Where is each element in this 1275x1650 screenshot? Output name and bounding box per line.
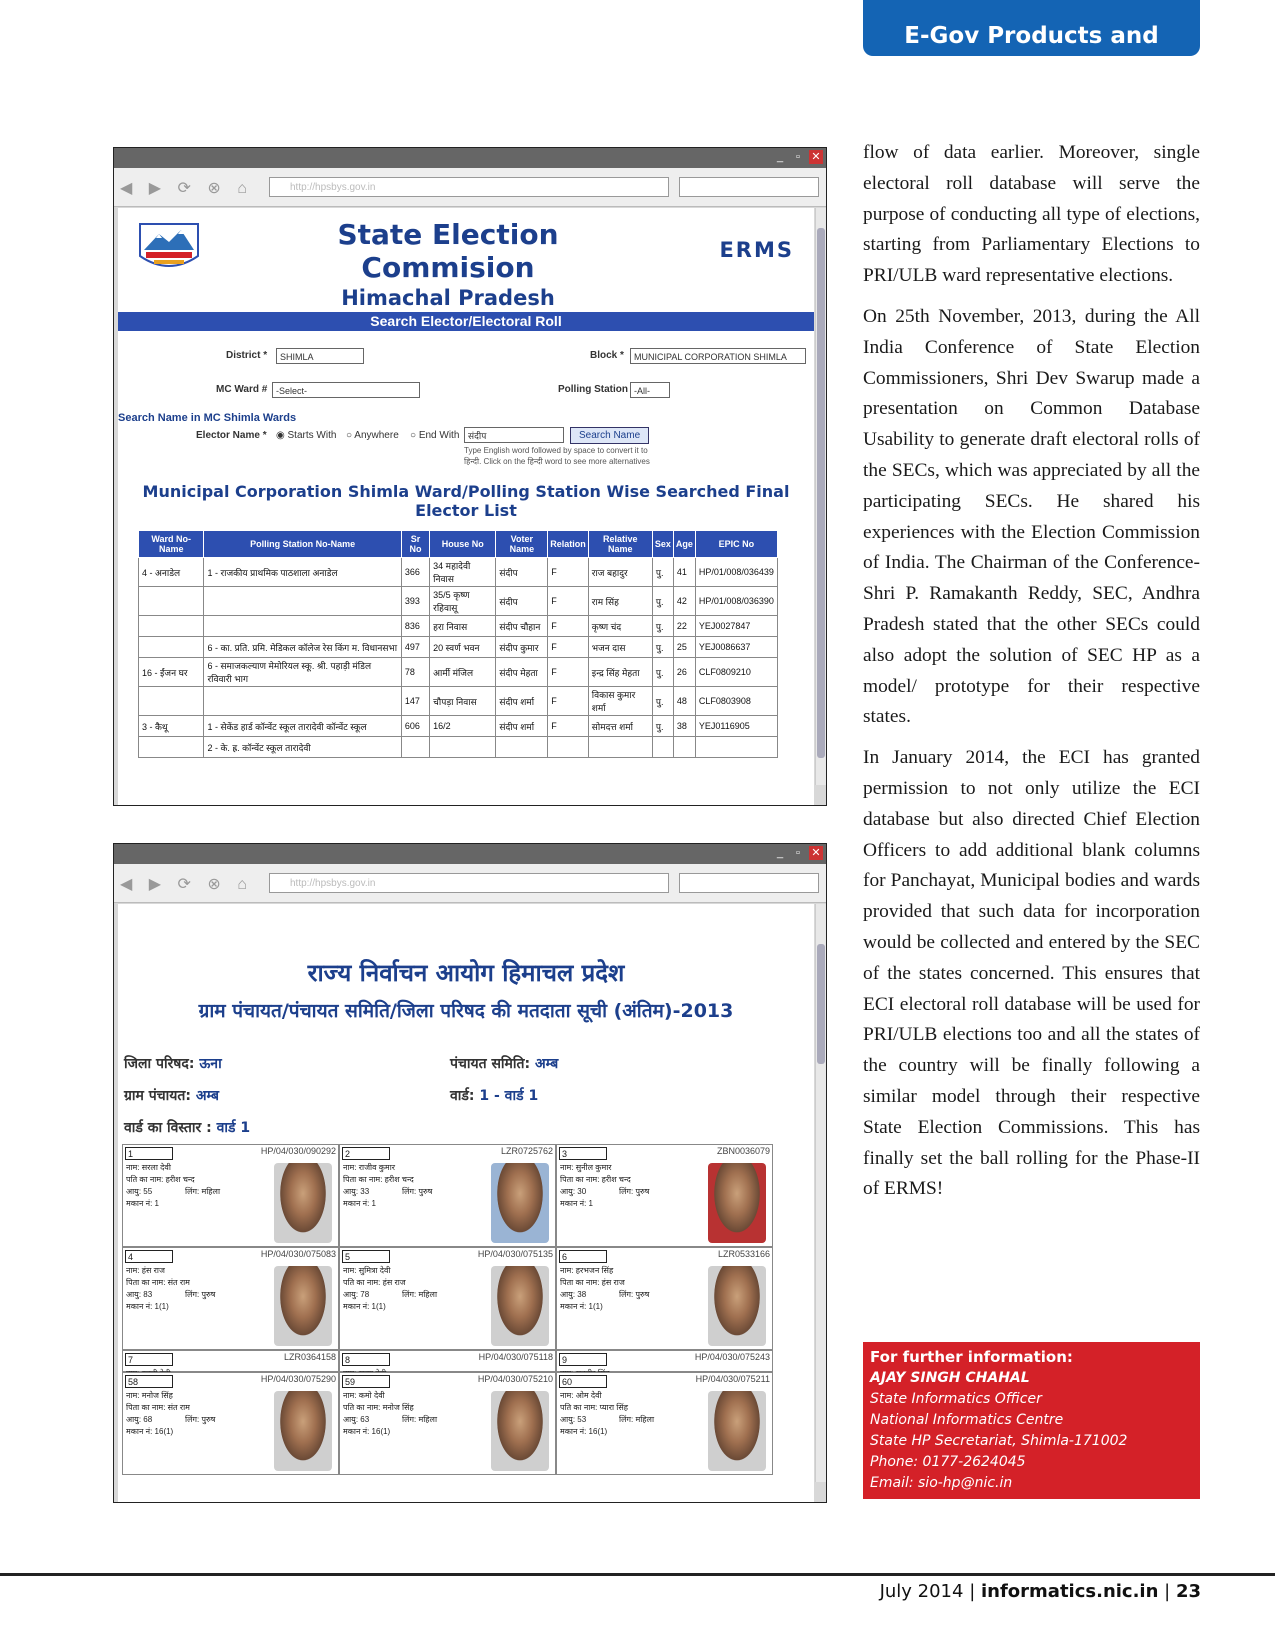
window-titlebar (114, 148, 826, 168)
serial-number: 6 (559, 1250, 607, 1263)
section-tab: E-Gov Products and Services (863, 0, 1200, 56)
radio-anywhere[interactable] (346, 430, 399, 441)
info-address: State HP Secretariat, Shimla-171002 (870, 1433, 1128, 1449)
table-cell (139, 637, 204, 658)
table-cell: इन्द्र सिंह मेहता (588, 658, 652, 687)
table-cell: 366 (401, 558, 429, 587)
footer-sep: | (963, 1581, 981, 1602)
voter-name: नाम: मनोज सिंह (126, 1391, 173, 1400)
column-header: Sr No (401, 531, 429, 558)
column-header: EPIC No (695, 531, 777, 558)
page-title (258, 218, 638, 310)
table-cell: 6 - समाजकल्याण मेमोरियल स्कू. श्री. पहाड़ी मंडिल रविवारी भाग (204, 658, 401, 687)
table-cell (548, 737, 589, 758)
voter-name: नाम: ओम देवी (560, 1391, 602, 1400)
house-number: मकान नं: 16(1) (343, 1427, 391, 1436)
footer-date: July 2014 (879, 1581, 964, 1602)
voter-card (556, 1247, 773, 1350)
panchayat-samiti (450, 1054, 558, 1073)
zila-parishad (124, 1054, 222, 1073)
article-paragraph: In January 2014, the ECI has granted permission to not only utilize the ECI database but also directed Chief Election Officers to add additional blank columns for Panchayat, Municipal bodies and wards provided that such data for incorporation would be collected and entered by the SEC of the states concerned. This ensures that ECI electoral roll database will be used for PRI/ULB elections too and all the states of the country will be finally following a similar model through their respective State Election Commissions. This has finally set the ball rolling for the Phase-II of ERMS! (863, 747, 1200, 1200)
serial-number: 2 (342, 1147, 390, 1160)
info-email[interactable]: Email: sio-hp@nic.in (870, 1475, 1013, 1491)
serial-number: 8 (342, 1353, 390, 1366)
house-number: मकान नं: 1 (343, 1199, 376, 1208)
relative-name: पति का नाम: मनोज सिंह (343, 1403, 414, 1412)
minimize-icon[interactable]: _ (776, 151, 784, 163)
table-cell: CLF0809210 (695, 658, 777, 687)
footer-rule (0, 1573, 1275, 1576)
voter-age: आयु: 53 (560, 1415, 587, 1424)
article-paragraph: On 25th November, 2013, during the All India Conference of State Election Commissioners, Shri Dev Swarup made a presentation on Common Database Usability to generate draft electoral rolls of the SECs, which was appreciated by all the participating SECs. He shared his experiences with the Election Commission of India. The Chairman of the Conference- Shri P. Ramakanth Reddy, SEC, Andhra Pradesh stated that the other SECs could also adopt the solution of SEC HP as a model/ prototype for their respective states. (863, 305, 1200, 728)
table-cell: पु. (652, 587, 673, 616)
table-cell (204, 587, 401, 616)
serial-number: 4 (125, 1250, 173, 1263)
table-cell: संदीप (496, 587, 548, 616)
web-page (118, 208, 814, 805)
voter-photo (708, 1391, 766, 1471)
table-cell: F (548, 716, 589, 737)
table-cell: पु. (652, 558, 673, 587)
voter-sex: लिंग: महिला (402, 1290, 438, 1299)
voter-age: आयु: 83 (126, 1290, 153, 1299)
table-cell (401, 737, 429, 758)
page-number: 23 (1175, 1581, 1201, 1602)
epic-number: HP/04/030/075118 (478, 1352, 553, 1362)
table-cell: 34 महादेवी निवास (430, 558, 496, 587)
table-cell: 497 (401, 637, 429, 658)
table-cell: सोमदत्त शर्मा (588, 716, 652, 737)
table-row (139, 558, 778, 587)
serial-number: 59 (342, 1375, 390, 1388)
nav-icons[interactable]: ◀ ▶ ⟳ ⊗ ⌂ (120, 876, 253, 893)
table-row (139, 658, 778, 687)
scroll-thumb[interactable] (817, 944, 825, 1064)
column-header: Age (673, 531, 695, 558)
table-cell: संदीप चौहान (496, 616, 548, 637)
table-row (139, 737, 778, 758)
radio-starts-with[interactable] (276, 430, 336, 441)
relative-name: पिता का नाम: हरीश चन्द (560, 1175, 631, 1184)
restore-icon[interactable]: ▫ (796, 847, 800, 859)
voter-card (122, 1247, 339, 1350)
search-heading: Search Name in MC Shimla Wards (118, 412, 297, 424)
info-name: AJAY SINGH CHAHAL (870, 1370, 1030, 1386)
table-cell: 26 (673, 658, 695, 687)
vistar-label: वार्ड का विस्तार : (124, 1120, 212, 1136)
screenshot-electoral-roll (113, 843, 827, 1503)
epic-number: HP/04/030/075083 (260, 1249, 336, 1259)
title-line1: State Election Commision (337, 218, 559, 284)
table-cell (695, 737, 777, 758)
radio-anywhere-label: Anywhere (354, 430, 399, 441)
table-cell: 48 (673, 687, 695, 716)
ward-extent (124, 1118, 250, 1137)
table-row (139, 587, 778, 616)
ward (450, 1086, 538, 1105)
voter-sex: लिंग: पुरुष (185, 1415, 216, 1424)
voter-card (122, 1372, 339, 1475)
search-bar-heading: Search Elector/Electoral Roll (118, 312, 814, 331)
table-cell: 35/5 कृष्ण रहिवासू (430, 587, 496, 616)
table-cell: 78 (401, 658, 429, 687)
table-cell: आर्मी मंजिल (430, 658, 496, 687)
house-number: मकान नं: 1 (126, 1199, 159, 1208)
radio-end-with[interactable] (410, 430, 459, 441)
table-cell: चौपड़ा निवास (430, 687, 496, 716)
serial-number: 5 (342, 1250, 390, 1263)
table-cell: F (548, 587, 589, 616)
table-row (139, 637, 778, 658)
voter-age: आयु: 68 (126, 1415, 153, 1424)
relative-name: पति का नाम: हरीश चन्द (126, 1175, 195, 1184)
table-cell: HP/01/008/036439 (695, 558, 777, 587)
table-header-row (139, 531, 778, 558)
column-header: House No (430, 531, 496, 558)
article-paragraph: flow of data earlier. Moreover, single electoral roll database will serve the purpose of conducting all type of elections, starting from Parliamentary Elections to PRI/ULB ward representative elections. (863, 142, 1200, 287)
table-cell: YEJ0027847 (695, 616, 777, 637)
voter-sex: लिंग: पुरुष (402, 1187, 433, 1196)
voter-photo (708, 1266, 766, 1346)
vistar-value: वार्ड 1 (216, 1120, 251, 1136)
table-cell: 42 (673, 587, 695, 616)
zila-value: ऊना (199, 1056, 222, 1072)
ward-select[interactable]: -Select- (272, 382, 420, 398)
epic-number: HP/04/030/075135 (477, 1249, 553, 1259)
elector-table (138, 530, 778, 758)
erms-label: ERMS (719, 238, 794, 262)
table-cell: संदीप शर्मा (496, 687, 548, 716)
scrollbar[interactable] (815, 208, 826, 785)
info-designation: State Informatics Officer (870, 1391, 1042, 1407)
table-cell (588, 737, 652, 758)
epic-number: HP/04/030/075210 (477, 1374, 553, 1384)
house-number: मकान नं: 1(1) (343, 1302, 386, 1311)
serial-number: 7 (125, 1353, 173, 1366)
article-body (863, 138, 1200, 1215)
table-cell: F (548, 616, 589, 637)
scrollbar[interactable] (815, 904, 826, 1482)
voter-sex: लिंग: महिला (185, 1187, 221, 1196)
block-select[interactable]: MUNICIPAL CORPORATION SHIMLA (630, 348, 806, 364)
window-titlebar (114, 844, 826, 864)
voter-age: आयु: 63 (343, 1415, 370, 1424)
radio-end-label: End With (418, 430, 460, 441)
table-cell (652, 737, 673, 758)
voter-photo (274, 1266, 332, 1346)
relative-name: पति का नाम: हंस राज (343, 1278, 406, 1287)
house-number: मकान नं: 16(1) (126, 1427, 174, 1436)
table-cell: 147 (401, 687, 429, 716)
voter-card (556, 1350, 773, 1372)
column-header: Relation (548, 531, 589, 558)
samiti-value: अम्ब (534, 1056, 559, 1072)
table-cell: YEJ0116905 (695, 716, 777, 737)
table-cell: 393 (401, 587, 429, 616)
serial-number: 58 (125, 1375, 173, 1388)
voter-card (339, 1144, 556, 1247)
table-cell: F (548, 558, 589, 587)
page-footer (880, 1581, 1201, 1602)
ward-label: वार्ड: (450, 1088, 475, 1104)
polling-station-label: Polling Station (558, 384, 628, 395)
column-header: Ward No-Name (139, 531, 204, 558)
search-name-button[interactable]: Search Name (570, 427, 649, 444)
table-cell: विकास कुमार शर्मा (588, 687, 652, 716)
voter-card (556, 1372, 773, 1475)
voter-photo (274, 1391, 332, 1471)
hp-emblem-icon (134, 216, 204, 276)
voter-sex: लिंग: महिला (619, 1415, 655, 1424)
voter-age: आयु: 78 (343, 1290, 370, 1299)
column-header: Polling Station No-Name (204, 531, 401, 558)
browser-toolbar (114, 168, 826, 207)
voter-card (556, 1144, 773, 1247)
table-cell (139, 687, 204, 716)
table-cell: संदीप (496, 558, 548, 587)
house-number: मकान नं: 1 (560, 1199, 593, 1208)
table-cell: पु. (652, 616, 673, 637)
table-cell (204, 687, 401, 716)
epic-number: LZR0725762 (500, 1146, 553, 1156)
table-cell: पु. (652, 637, 673, 658)
web-page (118, 904, 814, 1502)
table-cell: 22 (673, 616, 695, 637)
district-select[interactable]: SHIMLA (276, 348, 364, 364)
voter-sex: लिंग: पुरुष (619, 1187, 650, 1196)
epic-number: LZR0364158 (283, 1352, 336, 1362)
relative-name: पति का नाम: प्यारा सिंह (560, 1403, 628, 1412)
elector-name-input[interactable]: संदीप (464, 427, 564, 443)
elector-name-label: Elector Name * (196, 430, 267, 441)
table-cell: संदीप मेहता (496, 658, 548, 687)
gram-panchayat (124, 1086, 219, 1105)
table-cell: 38 (673, 716, 695, 737)
voter-age: आयु: 38 (560, 1290, 587, 1299)
table-cell: राम सिंह (588, 587, 652, 616)
zila-label: जिला परिषद: (124, 1056, 195, 1072)
browser-search-box[interactable] (679, 177, 819, 197)
voter-sex: लिंग: महिला (402, 1415, 438, 1424)
table-cell (204, 616, 401, 637)
table-row (139, 687, 778, 716)
close-icon[interactable]: ✕ (809, 846, 823, 860)
table-cell: राज बहादुर (588, 558, 652, 587)
table-cell: 2 - के. ह्र. कॉन्वेंट स्कूल तारादेवी (204, 737, 401, 758)
relative-name: पिता का नाम: संत राम (126, 1403, 190, 1412)
table-cell (139, 587, 204, 616)
polling-station-select[interactable]: -All- (630, 382, 670, 398)
minimize-icon[interactable]: _ (776, 847, 784, 859)
relative-name: पिता का नाम: संत राम (126, 1278, 190, 1287)
relative-name: पिता का नाम: हंस राज (560, 1278, 625, 1287)
hint-line2: हिन्दी. Click on the हिन्दी word to see more alternatives (464, 457, 650, 466)
table-cell: 836 (401, 616, 429, 637)
scroll-thumb[interactable] (817, 228, 825, 758)
address-bar[interactable]: http://hpsbys.gov.in (269, 873, 669, 893)
gram-value: अम्ब (195, 1088, 220, 1104)
radio-icon: ◉ (276, 430, 288, 441)
footer-sep2: | (1158, 1581, 1176, 1602)
radio-icon: ○ (346, 430, 355, 441)
table-cell: 1 - राजकीय प्राथमिक पाठशाला अनाडेल (204, 558, 401, 587)
epic-number: HP/04/030/075243 (694, 1352, 770, 1362)
table-cell: YEJ0086637 (695, 637, 777, 658)
ward-label: MC Ward # (216, 384, 268, 395)
voter-card (122, 1350, 339, 1372)
serial-number: 3 (559, 1147, 607, 1160)
roll-title-line2: ग्राम पंचायत/पंचायत समिति/जिला परिषद की मतदाता सूची (अंतिम)-2013 (198, 1000, 734, 1022)
table-cell: 16/2 (430, 716, 496, 737)
radio-starts-label: Starts With (287, 430, 337, 441)
column-header: Relative Name (588, 531, 652, 558)
table-cell: 41 (673, 558, 695, 587)
voter-name: नाम: हरभजन सिंह (560, 1266, 614, 1275)
voter-card (339, 1372, 556, 1475)
voter-name: नाम: सरला देवी (126, 1163, 171, 1172)
radio-icon: ○ (410, 430, 419, 441)
screenshot-search-elector (113, 147, 827, 806)
voter-name: नाम: हंस राज (126, 1266, 165, 1275)
district-label: District * (226, 350, 268, 361)
table-cell: 6 - का. प्रति. प्रमि. मेडिकल कॉलेज रेस किंग म. विधानसभा (204, 637, 401, 658)
epic-number: ZBN0036079 (716, 1146, 770, 1156)
voter-photo (491, 1266, 549, 1346)
table-cell (496, 737, 548, 758)
epic-number: HP/04/030/090292 (260, 1146, 336, 1156)
table-cell: 20 स्वर्ण भवन (430, 637, 496, 658)
voter-name: नाम: सुमित्रा देवी (343, 1266, 391, 1275)
table-cell (139, 737, 204, 758)
voter-name: नाम: सुनील कुमार (560, 1163, 612, 1172)
voter-card (339, 1247, 556, 1350)
table-cell: संदीप कुमार (496, 637, 548, 658)
voter-name: नाम: कमो देवी (343, 1391, 385, 1400)
table-cell: F (548, 658, 589, 687)
table-cell: 1 - सेकेंड हार्ड कॉन्वेंट स्कूल तारादेवी कॉन्वेंट स्कूल (204, 716, 401, 737)
table-cell: 3 - कैथू (139, 716, 204, 737)
house-number: मकान नं: 1(1) (560, 1302, 603, 1311)
info-heading: For further information: (870, 1348, 1073, 1366)
table-cell: 606 (401, 716, 429, 737)
address-bar[interactable]: http://hpsbys.gov.in (269, 177, 669, 197)
voter-cards (122, 1144, 774, 1475)
serial-number: 60 (559, 1375, 607, 1388)
info-organisation: National Informatics Centre (870, 1412, 1064, 1428)
roll-title-line1: राज्य निर्वाचन आयोग हिमाचल प्रदेश (307, 959, 625, 987)
browser-toolbar (114, 864, 826, 903)
voter-photo (491, 1391, 549, 1471)
table-cell: कृष्ण चंद (588, 616, 652, 637)
title-line2: Himachal Pradesh (341, 286, 555, 310)
relative-name: पिता का नाम: हरीश चन्द (343, 1175, 414, 1184)
gram-label: ग्राम पंचायत: (124, 1088, 191, 1104)
voter-age: आयु: 33 (343, 1187, 370, 1196)
info-box (863, 1342, 1200, 1499)
roll-title (118, 956, 814, 1023)
browser-search-box[interactable] (679, 873, 819, 893)
table-cell: हरा निवास (430, 616, 496, 637)
nav-icons[interactable]: ◀ ▶ ⟳ ⊗ ⌂ (120, 180, 253, 197)
hint-line1: Type English word followed by space to convert it to (464, 446, 648, 455)
voter-sex: लिंग: पुरुष (185, 1290, 216, 1299)
voter-photo (708, 1163, 766, 1243)
restore-icon[interactable]: ▫ (796, 151, 800, 163)
voter-photo (274, 1163, 332, 1243)
epic-number: LZR0533166 (717, 1249, 770, 1259)
elector-list-title: Municipal Corporation Shimla Ward/Polling Station Wise Searched Final Elector List (142, 482, 790, 520)
table-cell: पु. (652, 687, 673, 716)
serial-number: 1 (125, 1147, 173, 1160)
table-row (139, 616, 778, 637)
table-cell: पु. (652, 658, 673, 687)
table-cell (139, 616, 204, 637)
column-header: Voter Name (496, 531, 548, 558)
table-cell (430, 737, 496, 758)
voter-card (122, 1144, 339, 1247)
table-cell: संदीप शर्मा (496, 716, 548, 737)
table-row (139, 716, 778, 737)
voter-age: आयु: 55 (126, 1187, 153, 1196)
samiti-label: पंचायत समिति: (450, 1056, 531, 1072)
close-icon[interactable]: ✕ (809, 150, 823, 164)
table-cell: F (548, 687, 589, 716)
table-cell: 4 - अनाडेल (139, 558, 204, 587)
voter-card (339, 1350, 556, 1372)
table-cell: भजन दास (588, 637, 652, 658)
table-cell: 16 - ईंजन घर (139, 658, 204, 687)
ward-value: 1 - वार्ड 1 (479, 1088, 539, 1104)
serial-number: 9 (559, 1353, 607, 1366)
table-cell: HP/01/008/036390 (695, 587, 777, 616)
epic-number: HP/04/030/075290 (260, 1374, 336, 1384)
voter-sex: लिंग: पुरुष (619, 1290, 650, 1299)
footer-site[interactable]: informatics.nic.in (980, 1581, 1159, 1602)
house-number: मकान नं: 16(1) (560, 1427, 608, 1436)
voter-photo (491, 1163, 549, 1243)
table-cell: 25 (673, 637, 695, 658)
column-header: Sex (652, 531, 673, 558)
block-label: Block * (590, 350, 624, 361)
voter-age: आयु: 30 (560, 1187, 587, 1196)
table-cell: CLF0803908 (695, 687, 777, 716)
info-phone: Phone: 0177-2624045 (870, 1454, 1026, 1470)
table-cell: पु. (652, 716, 673, 737)
table-cell (673, 737, 695, 758)
table-cell: F (548, 637, 589, 658)
voter-name: नाम: राजीव कुमार (343, 1163, 396, 1172)
epic-number: HP/04/030/075211 (695, 1374, 770, 1384)
house-number: मकान नं: 1(1) (126, 1302, 169, 1311)
